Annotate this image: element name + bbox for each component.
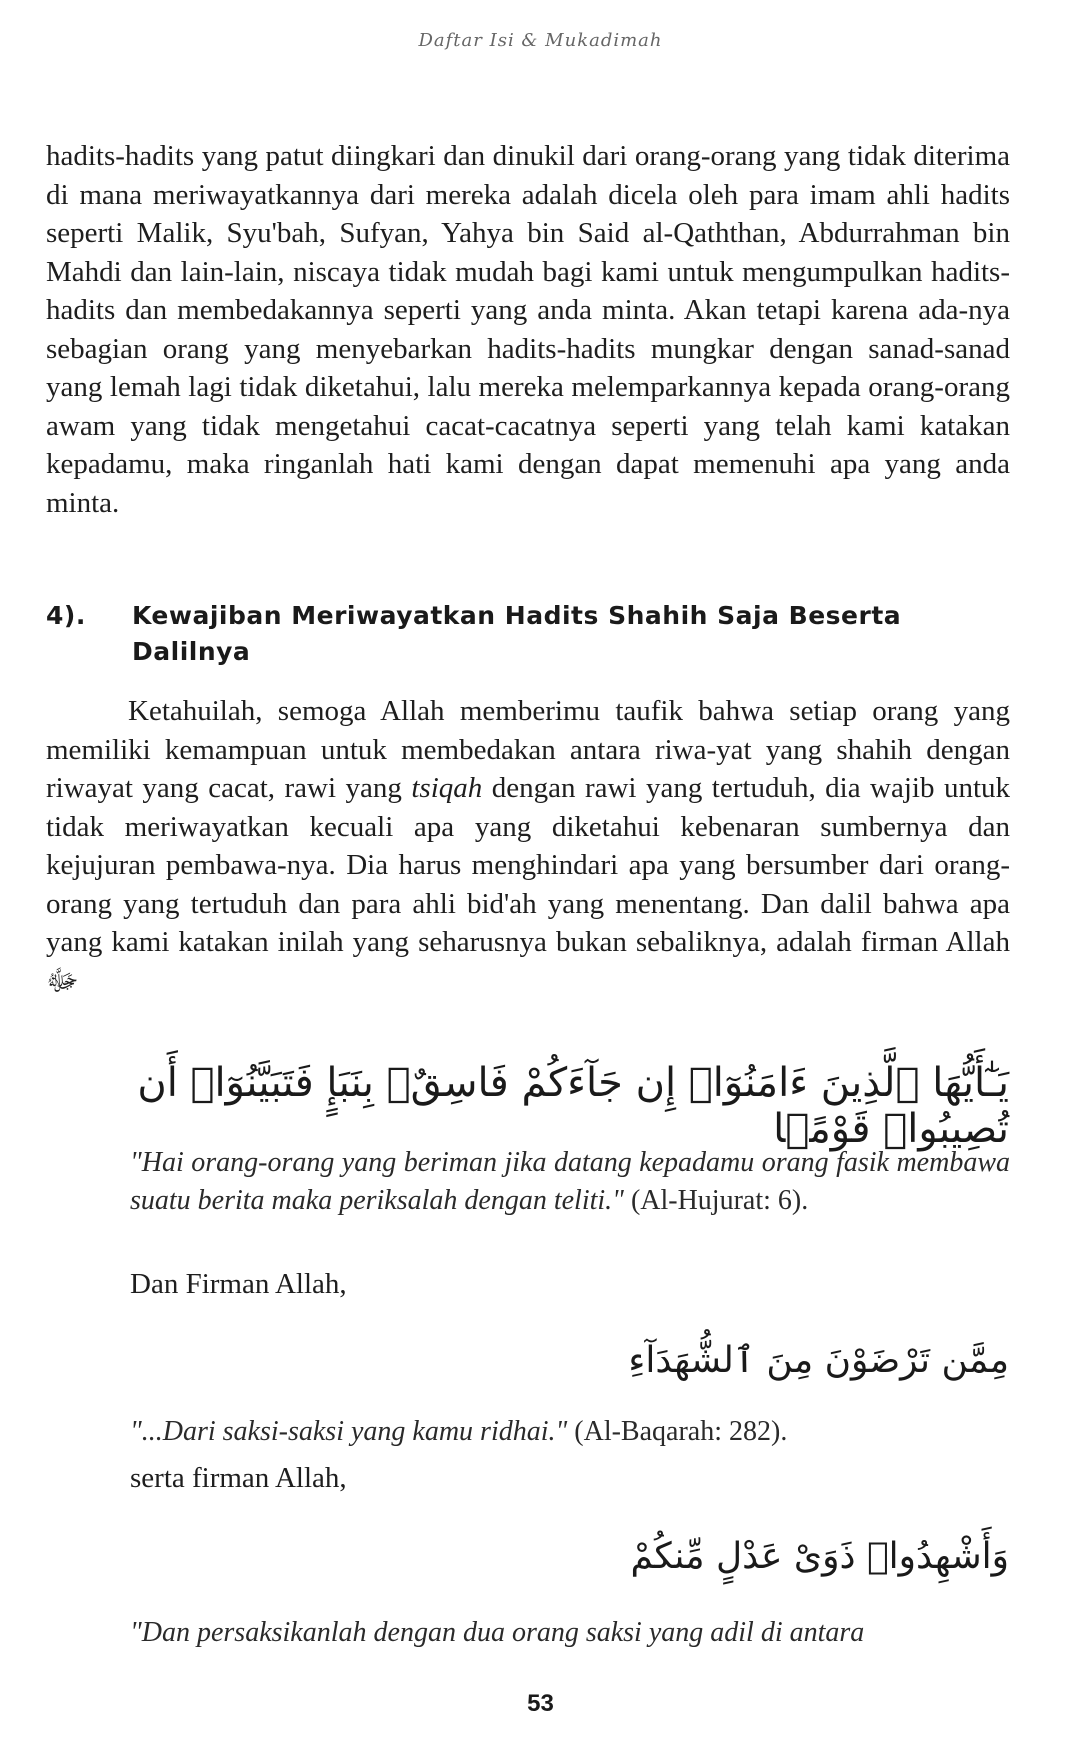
paragraph-text-part: dengan rawi yang tertuduh, dia wajib untuk tidak meriwayatkan kecuali apa yang diketahui kebenaran sumbernya dan kejujuran pembawa-nya. Dia harus menghindari apa yang bersumber dari orang-orang yang tertuduh dan para ahli bid'ah yang menentang. Dan dalil bahwa apa yang kami katakan inilah yang seharusnya bukan sebaliknya, adalah firman Allah ﷻ [46,772,1011,997]
verse-reference: (Al-Hujurat: 6). [623,1185,809,1216]
paragraph-text-part: Ketahuilah, semoga Allah memberimu taufik bahwa setiap orang yang memiliki kemampuan untuk membedakan antara riwa-yat yang shahih dengan riwayat yang cacat, rawi yang [46,695,1010,804]
verse-translation-hujurat [130,1144,1010,1220]
paragraph-kewajiban [46,692,1010,1000]
arabic-verse-hujurat: يَـٰٓأَيُّهَا ٱلَّذِينَ ءَامَنُوٓا۟ إِن جَآءَكُمْ فَاسِقٌۢ بِنَبَإٍ فَتَبَيَّنُوٓا۟ أَن تُصِيبُوا۟ قَوْمًۢا [137,1060,1009,1152]
translation-italic: "Dan persaksikanlah dengan dua orang saksi yang adil di antara [130,1617,865,1648]
section-heading [46,598,1010,670]
paragraph-continuation: hadits-hadits yang patut diingkari dan dinukil dari orang-orang yang tidak diterima di mana meriwayatkannya dari mereka adalah dicela oleh para imam ahli hadits seperti Malik, Syu'bah, Sufyan, Yahya bin Said al-Qaththan, Abdurrahman bin Mahdi dan lain-lain, niscaya tidak mudah bagi kami untuk mengumpulkan hadits-hadits dan membedakannya seperti yang anda minta. Akan tetapi karena ada-nya sebagian orang yang menyebarkan hadits-hadits mungkar dengan sanad-sanad yang lemah lagi tidak diketahui, lalu mereka melemparkannya kepada orang-orang awam yang tidak mengetahui cacat-cacatnya seperti yang telah kami katakan kepadamu, maka ringanlah hati kami dengan dapat memenuhi apa yang anda minta. [46,140,1010,519]
intro-line: Dan Firman Allah, [130,1268,347,1300]
verse-reference: (Al-Baqarah: 282). [567,1416,788,1447]
arabic-verse-baqarah: مِمَّن تَرْضَوْنَ مِنَ ٱلشُّهَدَآءِ [628,1340,1009,1381]
intro-line: serta firman Allah, [130,1462,347,1494]
section-number: 4). [46,601,86,630]
verse-translation-baqarah [130,1413,1010,1451]
italic-term: tsiqah [411,772,483,804]
translation-italic: "Hai orang-orang yang beriman jika datang kepadamu orang fasik membawa suatu berita maka periksalah dengan teliti." [130,1147,1010,1216]
translation-italic: "...Dari saksi-saksi yang kamu ridhai." [130,1416,568,1447]
section-title: Kewajiban Meriwayatkan Hadits Shahih Saja Beserta Dalilnya [132,601,902,666]
running-header: Daftar Isi & Mukadimah [418,30,663,51]
verse-translation-talaq [130,1614,1010,1652]
page-number: 53 [527,1690,554,1717]
arabic-verse-talaq: وَأَشْهِدُوا۟ ذَوَىْ عَدْلٍ مِّنكُمْ [630,1536,1009,1577]
